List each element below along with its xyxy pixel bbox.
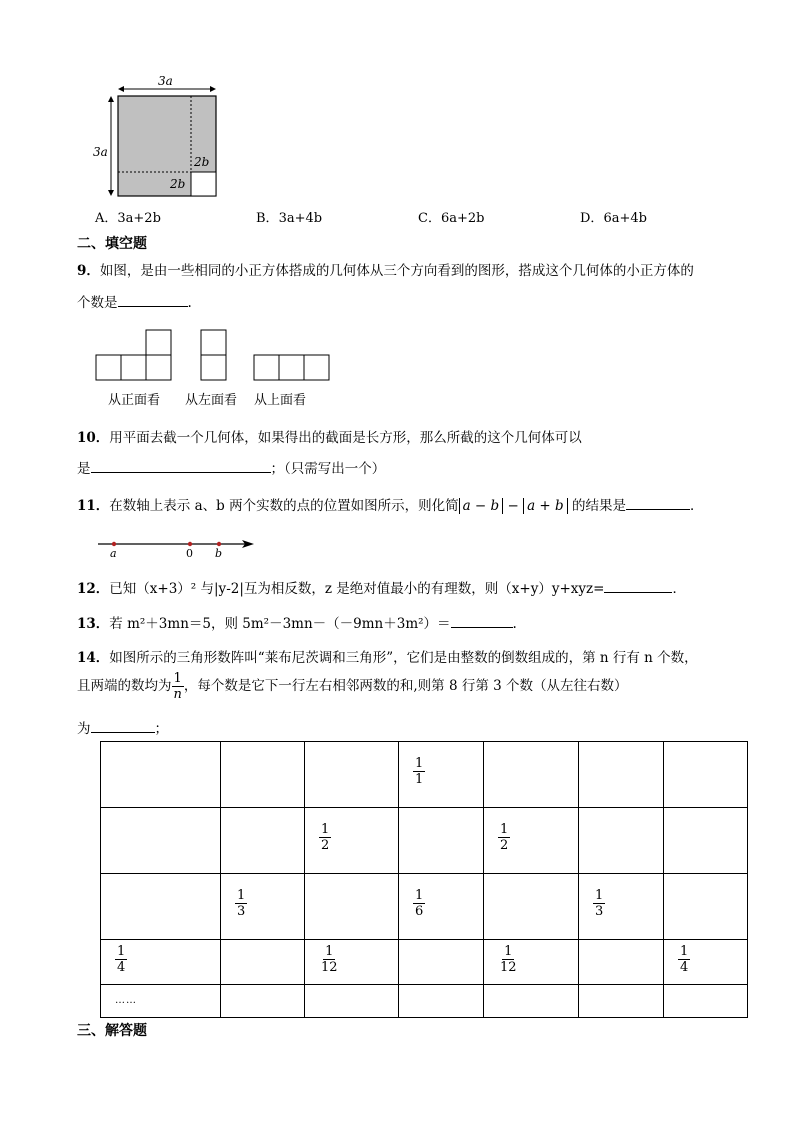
fraction: $\frac{1}{2}$ (321, 822, 330, 853)
q13-answer-blank (451, 613, 513, 628)
option-c: C．6a+2b (418, 211, 485, 226)
fraction: $\frac{1}{1}$ (415, 756, 424, 787)
table-cell (305, 874, 399, 940)
axis-label-a: a (110, 547, 117, 560)
table-cell (484, 874, 579, 940)
table-row (101, 742, 748, 808)
table-row (101, 985, 748, 1018)
q13-line: 13．若 m²＋3mn＝5，则 5m²－3mn－（－9mn＋3m²）＝ . (77, 612, 517, 632)
fraction-1-over-n: $\frac{1}{n}$ (173, 671, 182, 702)
table-cell (305, 940, 399, 985)
q9-line1: 9．如图，是由一些相同的小正方体搭成的几何体从三个方向看到的图形，搭成这个几何体的小正方体的 (77, 263, 694, 279)
table-cell (221, 742, 305, 808)
fraction: $\frac{1}{4}$ (117, 944, 126, 975)
table-cell (399, 874, 484, 940)
q9-answer-blank (118, 292, 188, 307)
q10-answer-blank (91, 458, 271, 473)
table-cell (399, 808, 484, 874)
table-cell (305, 985, 399, 1018)
q11-line: 11．在数轴上表示 a、b 两个实数的点的位置如图所示，则化简 a − b − a + b 的结果是 ． (77, 494, 703, 514)
square-left-label: 3a (93, 145, 108, 159)
fraction: $\frac{1}{3}$ (595, 888, 604, 919)
fraction: $\frac{1}{6}$ (415, 888, 424, 919)
table-cell (484, 940, 579, 985)
table-cell (579, 874, 664, 940)
q12-answer-blank (604, 578, 672, 593)
table-cell (221, 874, 305, 940)
table-cell (664, 985, 748, 1018)
fraction: $\frac{1}{12}$ (500, 944, 517, 975)
table-cell (484, 808, 579, 874)
table-cell (101, 940, 221, 985)
table-cell (579, 808, 664, 874)
table-row (101, 874, 748, 940)
q14-line1: 14．如图所示的三角形数阵叫“莱布尼茨调和三角形”，它们是由整数的倒数组成的，第 n 行有 n 个数， (77, 650, 698, 666)
table-cell (579, 742, 664, 808)
table-cell (484, 742, 579, 808)
fraction: $\frac{1}{3}$ (237, 888, 246, 919)
table-cell (579, 985, 664, 1018)
option-d: D．6a+4b (580, 211, 647, 226)
table-cell (579, 940, 664, 985)
square-inner-label-right: 2b (194, 155, 210, 169)
table-cell (664, 808, 748, 874)
table-cell: …… (101, 985, 221, 1018)
q14-line3: 为 ； (77, 717, 168, 737)
table-cell (101, 874, 221, 940)
fraction: $\frac{1}{12}$ (321, 944, 338, 975)
table-cell (664, 940, 748, 985)
table-row (101, 940, 748, 985)
table-cell (221, 985, 305, 1018)
view-front-label: 从正面看 (108, 393, 161, 408)
option-b: B．3a+4b (256, 211, 323, 226)
three-views-figure (94, 327, 334, 385)
abs-a-plus-b: a + b (523, 498, 568, 514)
table-cell (101, 742, 221, 808)
table-cell (399, 742, 484, 808)
axis-label-b: b (215, 547, 223, 560)
number-line-figure (96, 538, 261, 552)
q9-line2: 个数是 . (77, 291, 192, 311)
q10-line1: 10．用平面去截一个几何体，如果得出的截面是长方形，那么所截的这个几何体可以 (77, 430, 582, 446)
table-cell (484, 985, 579, 1018)
q10-line2: 是 ；（只需写出一个） (77, 457, 385, 477)
table-cell (664, 874, 748, 940)
axis-label-0: 0 (186, 547, 193, 560)
fraction: $\frac{1}{4}$ (680, 944, 689, 975)
q14-line2: 且两端的数均为 $\frac{1}{n}$ ，每个数是它下一行左右相邻两数的和,则第 8 行第 3 个数（从左往右数） (77, 671, 628, 702)
q14-answer-blank (91, 718, 155, 733)
table-cell (664, 742, 748, 808)
square-top-label: 3a (158, 74, 173, 88)
q12-line: 12．已知（x+3）² 与|y-2|互为相反数，z 是绝对值最小的有理数，则（x+y）y+xyz= ． (77, 577, 686, 597)
table-cell (305, 742, 399, 808)
section-3-heading: 三、解答题 (77, 1023, 147, 1039)
table-cell (101, 808, 221, 874)
table-cell (305, 808, 399, 874)
table-cell (221, 940, 305, 985)
table-row (101, 808, 748, 874)
q11-answer-blank (626, 495, 690, 510)
abs-a-minus-b: a − b (459, 498, 504, 514)
option-a: A．3a+2b (95, 211, 161, 226)
harmonic-triangle-table (100, 741, 748, 1018)
view-left-label: 从左面看 (185, 393, 238, 408)
square-inner-label-bottom: 2b (170, 177, 186, 191)
table-cell (221, 808, 305, 874)
section-2-heading: 二、填空题 (77, 236, 147, 252)
table-cell (399, 940, 484, 985)
view-top-label: 从上面看 (254, 393, 307, 408)
square-figure (90, 72, 230, 202)
fraction: $\frac{1}{2}$ (500, 822, 509, 853)
table-cell (399, 985, 484, 1018)
